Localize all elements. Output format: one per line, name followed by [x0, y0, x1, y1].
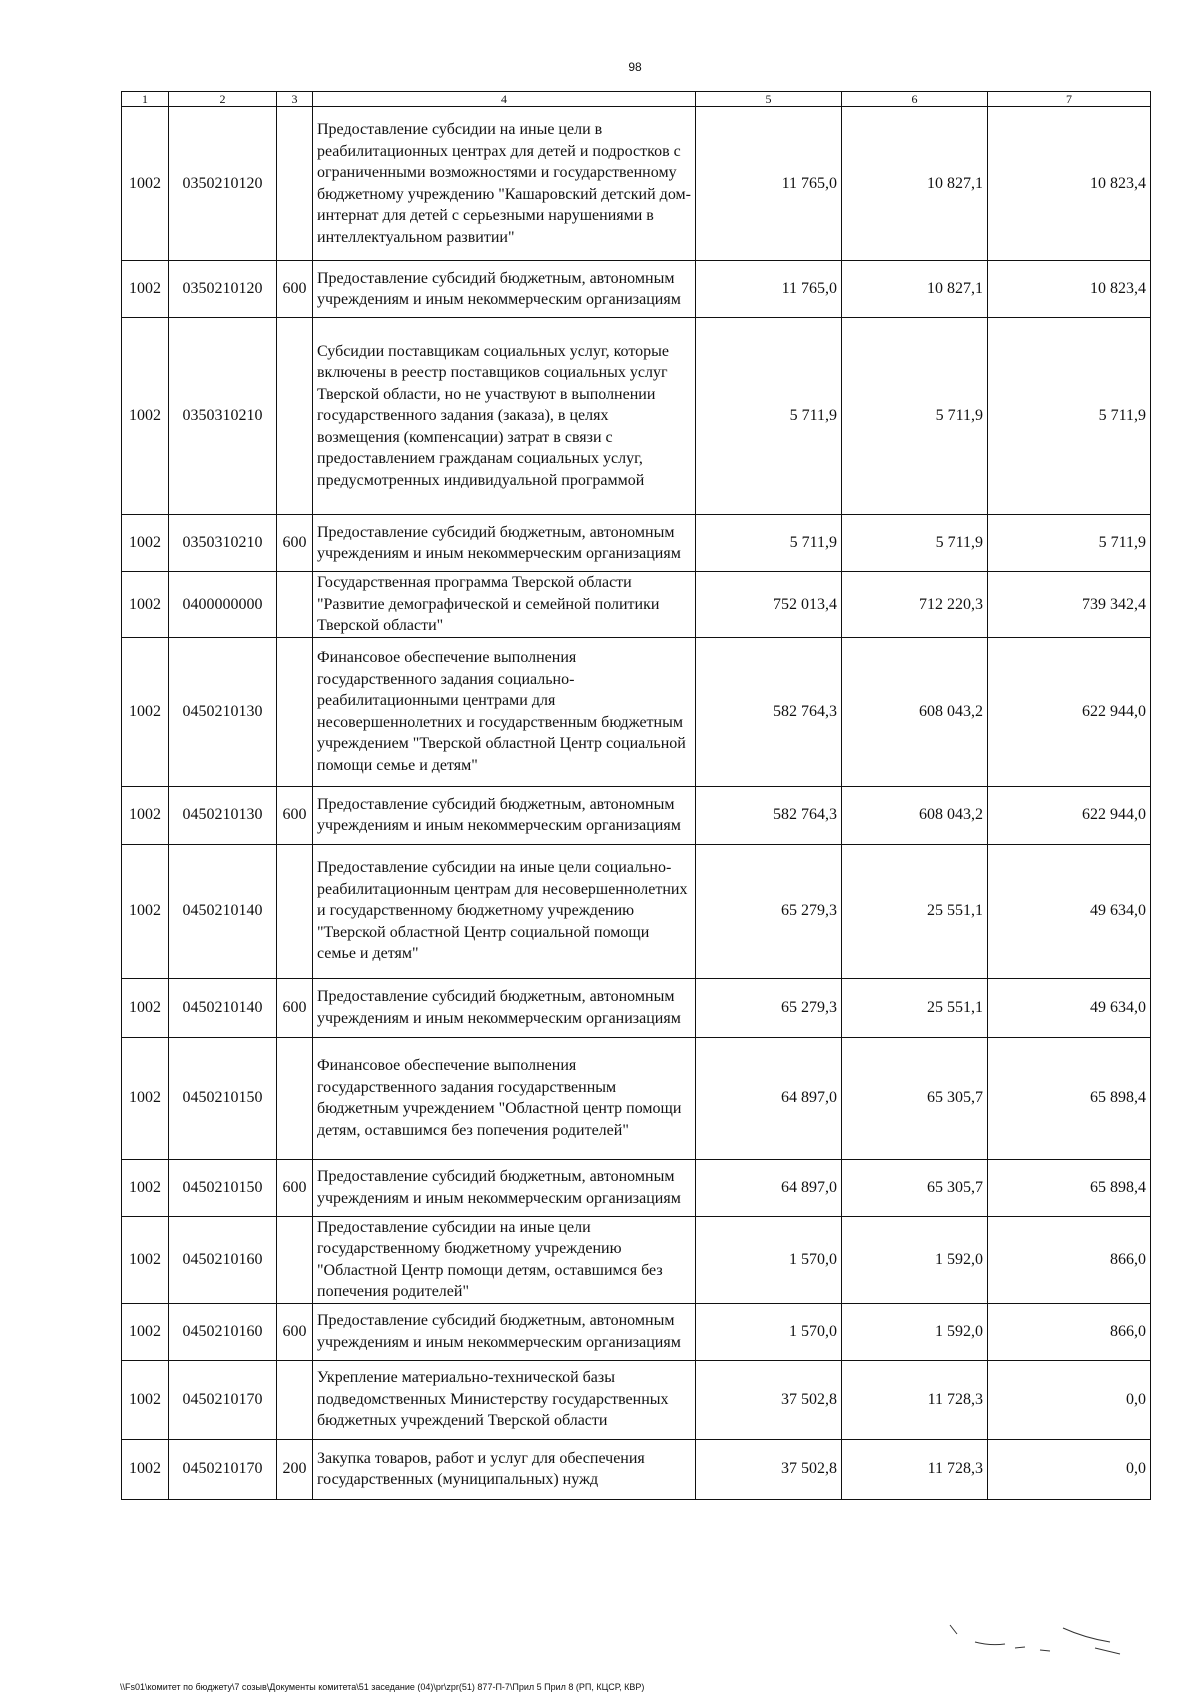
item-name-cell: Предоставление субсидий бюджетным, автономным учреждениям и иным некоммерческим организациям: [313, 978, 696, 1037]
value-col6-cell: 65 305,7: [842, 1037, 988, 1159]
budget-table: [121, 91, 1151, 1500]
expense-type-cell: [277, 572, 313, 638]
expense-type-cell: [277, 107, 313, 261]
value-col6-cell: 10 827,1: [842, 107, 988, 261]
item-name-cell: Предоставление субсидий бюджетным, автономным учреждениям и иным некоммерческим организациям: [313, 1303, 696, 1360]
value-col5-cell: 1 570,0: [696, 1216, 842, 1303]
value-col5-cell: 11 765,0: [696, 261, 842, 318]
table-row: [122, 107, 1151, 261]
value-col7-cell: 622 944,0: [988, 786, 1151, 844]
target-article-cell: 0450210140: [169, 844, 277, 978]
expense-type-cell: [277, 1037, 313, 1159]
column-header: 1: [122, 92, 169, 107]
column-header: 5: [696, 92, 842, 107]
page-number: 98: [628, 60, 642, 74]
target-article-cell: 0450210170: [169, 1360, 277, 1439]
target-article-cell: 0350210120: [169, 107, 277, 261]
section-code-cell: 1002: [122, 1303, 169, 1360]
value-col5-cell: 752 013,4: [696, 572, 842, 638]
table-body: [122, 107, 1151, 1500]
table-row: [122, 786, 1151, 844]
value-col6-cell: 25 551,1: [842, 844, 988, 978]
column-header: 2: [169, 92, 277, 107]
value-col5-cell: 37 502,8: [696, 1360, 842, 1439]
section-code-cell: 1002: [122, 786, 169, 844]
value-col5-cell: 64 897,0: [696, 1037, 842, 1159]
target-article-cell: 0450210160: [169, 1216, 277, 1303]
item-name-cell: Укрепление материально-технической базы подведомственных Министерству государственных бюджетных учреждений Тверской области: [313, 1360, 696, 1439]
value-col5-cell: 582 764,3: [696, 637, 842, 786]
table-row: [122, 1037, 1151, 1159]
expense-type-cell: 600: [277, 978, 313, 1037]
column-header: 7: [988, 92, 1151, 107]
section-code-cell: 1002: [122, 261, 169, 318]
value-col6-cell: 1 592,0: [842, 1216, 988, 1303]
value-col5-cell: 37 502,8: [696, 1439, 842, 1499]
value-col6-cell: 25 551,1: [842, 978, 988, 1037]
item-name-cell: Предоставление субсидий бюджетным, автономным учреждениям и иным некоммерческим организациям: [313, 786, 696, 844]
item-name-cell: Финансовое обеспечение выполнения государственного задания социально-реабилитационными центрами для несовершеннолетних и государственным бюджетным учреждением "Тверской областной Центр социальной помощи семье и детям": [313, 637, 696, 786]
value-col7-cell: 739 342,4: [988, 572, 1151, 638]
target-article-cell: 0450210160: [169, 1303, 277, 1360]
table-row: [122, 978, 1151, 1037]
value-col6-cell: 5 711,9: [842, 515, 988, 572]
target-article-cell: 0450210130: [169, 637, 277, 786]
item-name-cell: Предоставление субсидии на иные цели государственному бюджетному учреждению "Областной Центр помощи детям, оставшимся без попечения родителей": [313, 1216, 696, 1303]
value-col5-cell: 65 279,3: [696, 844, 842, 978]
item-name-cell: Предоставление субсидий бюджетным, автономным учреждениям и иным некоммерческим организациям: [313, 1159, 696, 1216]
table-row: [122, 572, 1151, 638]
table-row: [122, 844, 1151, 978]
value-col7-cell: 5 711,9: [988, 318, 1151, 515]
table-row: [122, 1159, 1151, 1216]
expense-type-cell: [277, 637, 313, 786]
value-col7-cell: 622 944,0: [988, 637, 1151, 786]
footer-file-path: \\Fs01\комитет по бюджету\7 созыв\Документы комитета\51 заседание (04)\pr\zpr(51) 877-П-7\Прил 5 Прил 8 (РП, КЦСР, КВР): [120, 1682, 645, 1692]
value-col5-cell: 5 711,9: [696, 318, 842, 515]
value-col5-cell: 11 765,0: [696, 107, 842, 261]
value-col7-cell: 866,0: [988, 1303, 1151, 1360]
value-col7-cell: 0,0: [988, 1360, 1151, 1439]
section-code-cell: 1002: [122, 978, 169, 1037]
value-col7-cell: 65 898,4: [988, 1159, 1151, 1216]
target-article-cell: 0450210150: [169, 1037, 277, 1159]
expense-type-cell: 600: [277, 1303, 313, 1360]
section-code-cell: 1002: [122, 515, 169, 572]
value-col6-cell: 11 728,3: [842, 1439, 988, 1499]
table-row: [122, 1303, 1151, 1360]
table-row: [122, 1360, 1151, 1439]
section-code-cell: 1002: [122, 107, 169, 261]
table-row: [122, 637, 1151, 786]
expense-type-cell: 600: [277, 1159, 313, 1216]
section-code-cell: 1002: [122, 1159, 169, 1216]
value-col6-cell: 11 728,3: [842, 1360, 988, 1439]
value-col5-cell: 64 897,0: [696, 1159, 842, 1216]
target-article-cell: 0400000000: [169, 572, 277, 638]
item-name-cell: Предоставление субсидий бюджетным, автономным учреждениям и иным некоммерческим организациям: [313, 515, 696, 572]
handwritten-scribble: [945, 1620, 1125, 1670]
table-row: [122, 318, 1151, 515]
table-row: [122, 261, 1151, 318]
section-code-cell: 1002: [122, 1360, 169, 1439]
expense-type-cell: [277, 1216, 313, 1303]
target-article-cell: 0350310210: [169, 515, 277, 572]
value-col6-cell: 65 305,7: [842, 1159, 988, 1216]
expense-type-cell: 600: [277, 515, 313, 572]
column-number-row: [122, 92, 1151, 107]
target-article-cell: 0350310210: [169, 318, 277, 515]
section-code-cell: 1002: [122, 318, 169, 515]
item-name-cell: Закупка товаров, работ и услуг для обеспечения государственных (муниципальных) нужд: [313, 1439, 696, 1499]
expense-type-cell: 200: [277, 1439, 313, 1499]
item-name-cell: Предоставление субсидии на иные цели в реабилитационных центрах для детей и подростков с ограниченными возможностями и государственному бюджетному учреждению "Кашаровский детский дом-интернат для детей с серьезными нарушениями в интеллектуальном развитии": [313, 107, 696, 261]
column-header: 4: [313, 92, 696, 107]
value-col6-cell: 1 592,0: [842, 1303, 988, 1360]
item-name-cell: Предоставление субсидии на иные цели социально-реабилитационным центрам для несовершеннолетних и государственному бюджетному учреждению "Тверской областной Центр социальной помощи семье и детям": [313, 844, 696, 978]
value-col6-cell: 712 220,3: [842, 572, 988, 638]
column-header: 3: [277, 92, 313, 107]
section-code-cell: 1002: [122, 1216, 169, 1303]
table-row: [122, 1216, 1151, 1303]
value-col7-cell: 5 711,9: [988, 515, 1151, 572]
expense-type-cell: [277, 844, 313, 978]
target-article-cell: 0450210150: [169, 1159, 277, 1216]
value-col6-cell: 608 043,2: [842, 637, 988, 786]
value-col5-cell: 582 764,3: [696, 786, 842, 844]
value-col6-cell: 10 827,1: [842, 261, 988, 318]
table-row: [122, 1439, 1151, 1499]
item-name-cell: Субсидии поставщикам социальных услуг, которые включены в реестр поставщиков социальных услуг Тверской области, но не участвуют в выполнении государственного задания (заказа), в целях возмещения (компенсации) затрат в связи с предоставлением гражданам социальных услуг, предусмотренных индивидуальной программой: [313, 318, 696, 515]
value-col7-cell: 10 823,4: [988, 261, 1151, 318]
value-col7-cell: 65 898,4: [988, 1037, 1151, 1159]
target-article-cell: 0450210130: [169, 786, 277, 844]
expense-type-cell: [277, 318, 313, 515]
expense-type-cell: 600: [277, 786, 313, 844]
section-code-cell: 1002: [122, 1037, 169, 1159]
target-article-cell: 0350210120: [169, 261, 277, 318]
value-col5-cell: 1 570,0: [696, 1303, 842, 1360]
item-name-cell: Предоставление субсидий бюджетным, автономным учреждениям и иным некоммерческим организациям: [313, 261, 696, 318]
section-code-cell: 1002: [122, 844, 169, 978]
value-col7-cell: 866,0: [988, 1216, 1151, 1303]
section-code-cell: 1002: [122, 1439, 169, 1499]
item-name-cell: Финансовое обеспечение выполнения государственного задания государственным бюджетным учреждением "Областной центр помощи детям, оставшимся без попечения родителей": [313, 1037, 696, 1159]
value-col5-cell: 65 279,3: [696, 978, 842, 1037]
value-col7-cell: 49 634,0: [988, 978, 1151, 1037]
column-header: 6: [842, 92, 988, 107]
item-name-cell: Государственная программа Тверской области "Развитие демографической и семейной политики Тверской области": [313, 572, 696, 638]
value-col6-cell: 608 043,2: [842, 786, 988, 844]
value-col7-cell: 49 634,0: [988, 844, 1151, 978]
table-row: [122, 515, 1151, 572]
target-article-cell: 0450210140: [169, 978, 277, 1037]
value-col5-cell: 5 711,9: [696, 515, 842, 572]
value-col7-cell: 0,0: [988, 1439, 1151, 1499]
value-col6-cell: 5 711,9: [842, 318, 988, 515]
section-code-cell: 1002: [122, 572, 169, 638]
value-col7-cell: 10 823,4: [988, 107, 1151, 261]
expense-type-cell: 600: [277, 261, 313, 318]
section-code-cell: 1002: [122, 637, 169, 786]
target-article-cell: 0450210170: [169, 1439, 277, 1499]
expense-type-cell: [277, 1360, 313, 1439]
